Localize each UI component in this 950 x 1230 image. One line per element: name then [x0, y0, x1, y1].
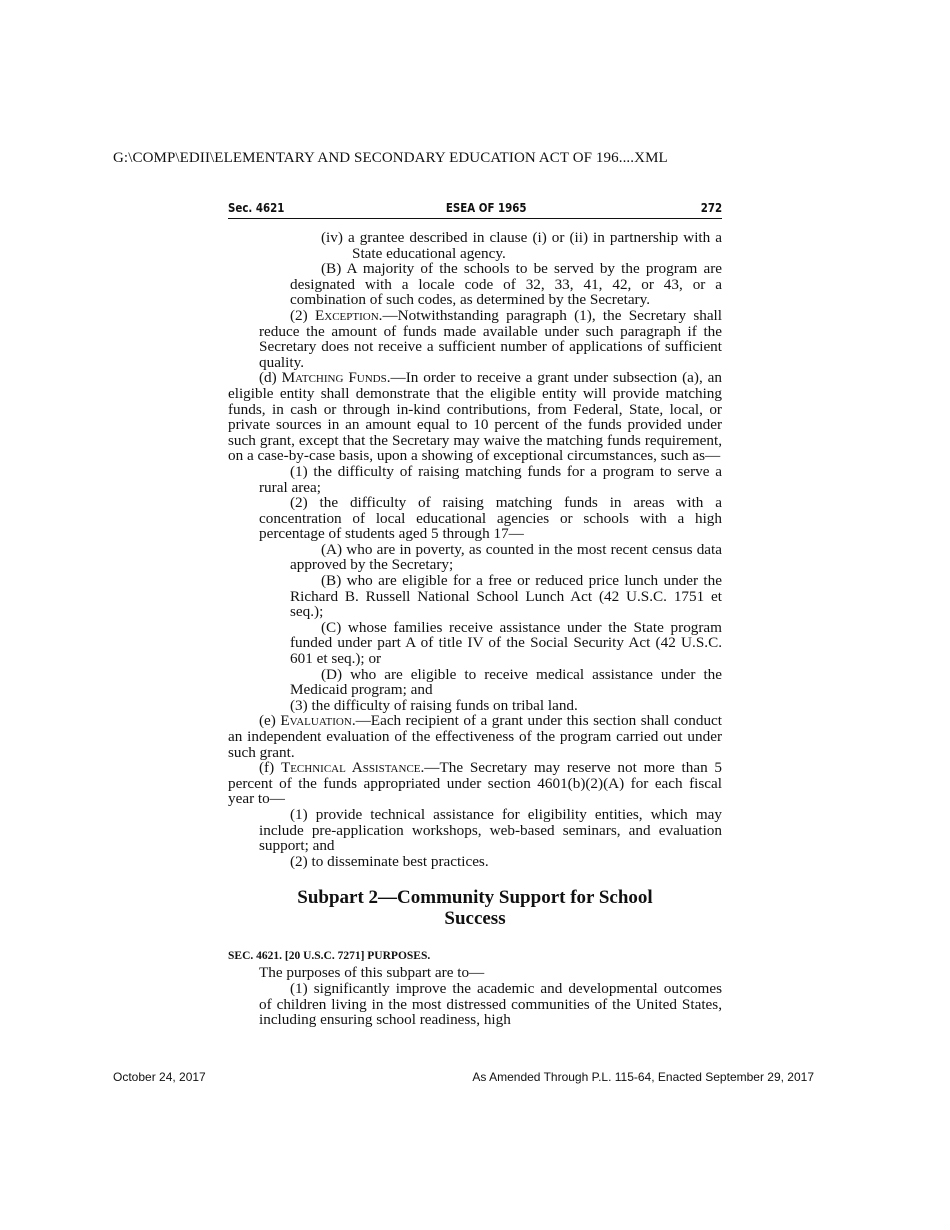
paragraph-d-2-text: (2) the difficulty of raising matching funds in areas with a concentration of local educational agencies or schools with a high percentage of students aged 5 through 17—	[259, 494, 722, 543]
footer-amended-note: As Amended Through P.L. 115-64, Enacted September 29, 2017	[472, 1070, 814, 1084]
subsection-d-heading: Matching Funds	[281, 369, 387, 387]
running-head	[228, 198, 722, 219]
paragraph-f-1-text: (1) provide technical assistance for eligibility entities, which may include pre-application workshops, web-based seminars, and evaluation support; and	[259, 805, 722, 855]
running-head-section: Sec. 4621	[228, 200, 285, 215]
paragraph-d-3	[228, 698, 722, 714]
subparagraph-d-2-a-text: (A) who are in poverty, as counted in the most recent census data approved by the Secretary;	[290, 540, 722, 574]
subpart-heading-line-1: Subpart 2—Community Support for School	[297, 887, 653, 909]
paragraph-d-2	[228, 495, 722, 542]
purposes-intro-text: The purposes of this subpart are to—	[259, 964, 485, 982]
running-head-title: ESEA OF 1965	[445, 200, 527, 215]
subparagraph-d-2-b	[228, 573, 722, 620]
file-path-header: G:\COMP\EDII\ELEMENTARY AND SECONDARY EDUCATION ACT OF 196....XML	[113, 150, 668, 166]
subparagraph-d-2-c-text: (C) whose families receive assistance under the State program funded under part A of title IV of the Social Security Act (42 U.S.C. 601 et seq.); or	[290, 618, 722, 668]
footer-date: October 24, 2017	[113, 1070, 206, 1084]
clause-iv	[228, 230, 722, 261]
subsection-d-text: .—In order to receive a grant under subsection (a), an eligible entity shall demonstrate that the eligible entity will provide matching funds, in cash or through in-kind contributions, from Federal, State, local, or private sources in an amount equal to 10 percent of the funds provided under such grant, except that the Secretary may waive the matching funds requirement, on a case-by-case basis, upon a showing of exceptional circumstances, such as—	[228, 369, 722, 465]
subsection-e-evaluation	[228, 713, 722, 760]
subparagraph-b	[228, 261, 722, 308]
paragraph-d-1-text: (1) the difficulty of raising matching funds for a program to serve a rural area;	[259, 462, 722, 496]
subparagraph-b-text: (B) A majority of the schools to be served by the program are designated with a locale code of 32, 33, 41, 42, or 43, or a combination of such codes, as determined by the Secretary.	[290, 260, 722, 309]
subparagraph-d-2-d	[228, 667, 722, 698]
purpose-1	[228, 981, 722, 1028]
subsection-e-text: .—Each recipient of a grant under this section shall conduct an independent evaluation of the effectiveness of the program carried out under such grant.	[228, 712, 722, 761]
subpart-heading	[228, 887, 722, 929]
subpart-heading-line-2: Success	[444, 908, 506, 930]
clause-iv-text: (iv) a grantee described in clause (i) or (ii) in partnership with a State educational agency.	[321, 229, 722, 262]
subparagraph-d-2-a	[228, 542, 722, 573]
subsection-e-number: (e)	[259, 712, 276, 730]
section-heading: SEC. 4621. [20 U.S.C. 7271] PURPOSES.	[228, 950, 431, 963]
paragraph-f-2	[228, 854, 722, 870]
subsection-f-text: .—The Secretary may reserve not more than 5 percent of the funds appropriated under section 4601(b)(2)(A) for each fiscal year to—	[228, 759, 723, 808]
paragraph-d-1	[228, 464, 722, 495]
subsection-e-heading: Evaluation	[280, 712, 352, 730]
paragraph-2-heading: Exception	[314, 306, 379, 324]
subsection-d-number: (d)	[259, 369, 277, 387]
subsection-f-number: (f)	[259, 759, 275, 777]
purpose-1-text: (1) significantly improve the academic and developmental outcomes of children living in the most distressed communities of the United States, including ensuring school readiness, high	[259, 979, 722, 1029]
paragraph-2-exception	[228, 308, 722, 370]
subparagraph-d-2-b-text: (B) who are eligible for a free or reduced price lunch under the Richard B. Russell National School Lunch Act (42 U.S.C. 1751 et seq.);	[290, 572, 722, 621]
subparagraph-d-2-c	[228, 620, 722, 667]
paragraph-2-number: (2)	[290, 306, 308, 324]
subsection-f-heading: Technical Assistance	[280, 759, 421, 777]
paragraph-d-3-text: (3) the difficulty of raising funds on tribal land.	[290, 696, 578, 714]
paragraph-f-2-text: (2) to disseminate best practices.	[290, 852, 489, 870]
subsection-f-technical-assistance	[228, 760, 722, 807]
paragraph-2-text: .—Notwithstanding paragraph (1), the Secretary shall reduce the amount of funds made available under such paragraph if the Secretary does not receive a sufficient number of applications of sufficient quality.	[259, 306, 722, 371]
paragraph-f-1	[228, 807, 722, 854]
subparagraph-d-2-d-text: (D) who are eligible to receive medical assistance under the Medicaid program; and	[290, 665, 722, 699]
purposes-intro	[228, 965, 722, 981]
document-body	[228, 230, 722, 1028]
running-head-page-number: 272	[700, 200, 722, 215]
subsection-d-matching-funds	[228, 370, 722, 464]
